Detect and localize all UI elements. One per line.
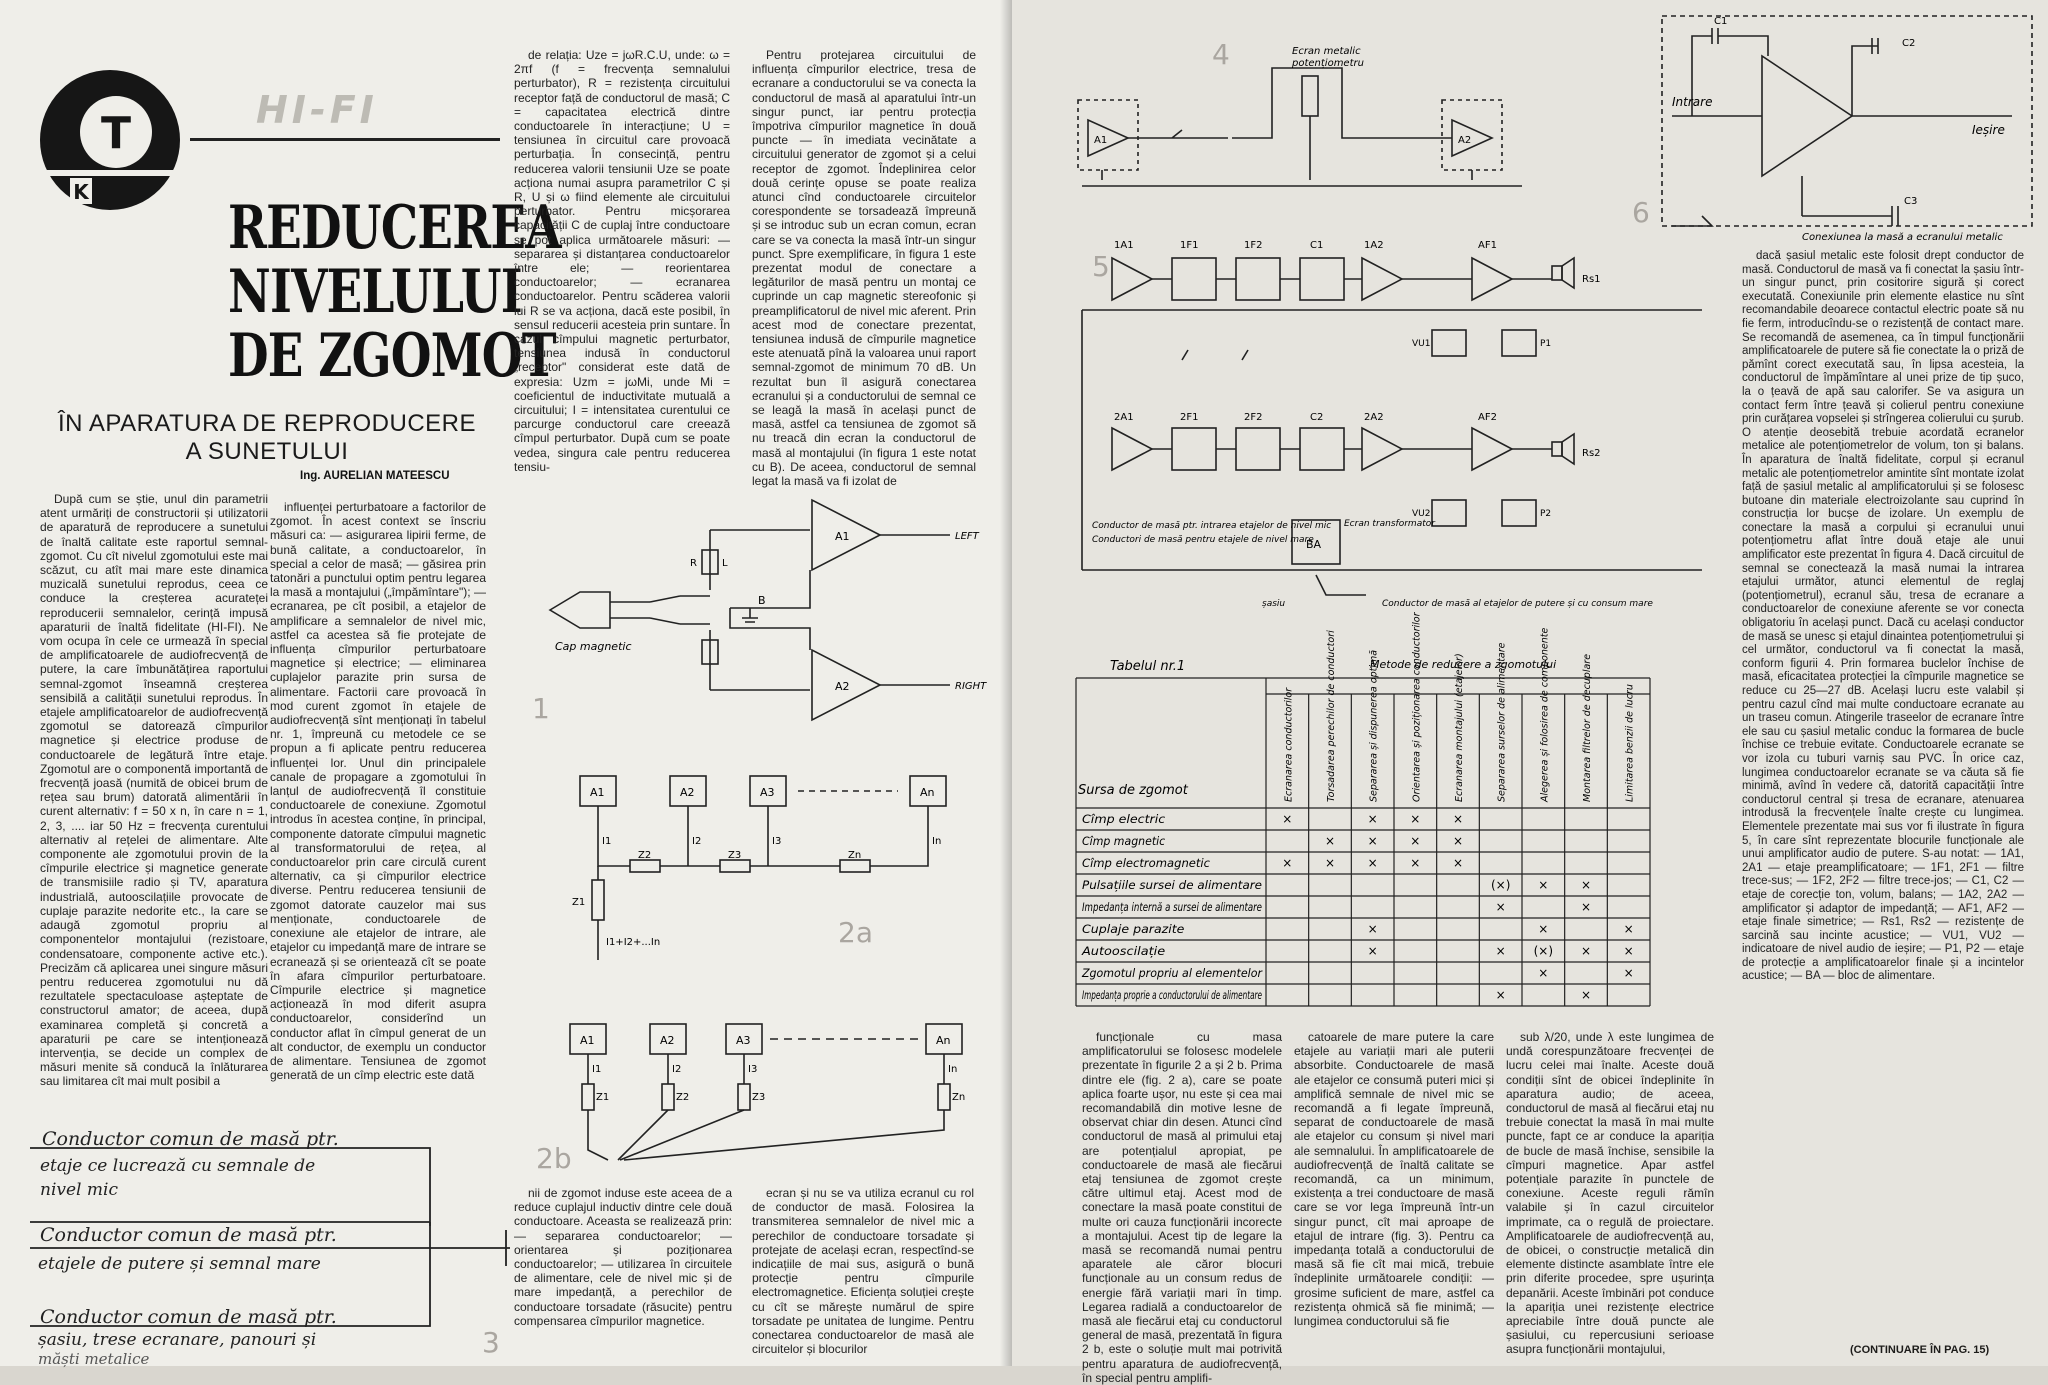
fig2a-i: I2 (692, 836, 702, 847)
table-mark: × (1623, 966, 1634, 980)
paragraph: După cum se știe, unul din parametrii atent urmăriți de constructorii și utilizatorii de aparatură de reproducere a sunetului de înaltă calitate este raportul semnal-zgomot. Cu cît nivelul zgomotului este mai scăzut, cu atît mai mare este dinamica muzicală sunetului reprodus, ceea ce conduce la creșterea acurateței reproducerii semnalelor, cerință impusă aparaturii de înaltă fidelitate (HI-FI). Ne vom ocupa în cele ce urmează în special de amplificatoarele de audiofrecvență de putere, la care îmbunătățirea raportului semnal-zgomot înseamnă creșterea sensibilă a calității sunetului reprodus. În etajele amplificatoarelor de audiofrecvență zgomotul se datorează cîmpurilor magnetice și electrice produse de conductoarele de legătură între etaje. Zgomotul are o componentă importantă de frecvență joasă (numită de obicei brum de rețea sau brum) datorată alimentării în curent alternativ: f = 50 x n, în care n = 1, 2, 3, .... iar 50 Hz = frecvența curentului alternativ al rețelei de alimentare. Alte componente ale zgomotului provin de la cîmpurile electrice și magnetice generate de transmisiile radio și TV, aparatura industrială, autooscilațiile provocate de cuplaje parazite nedorite etc., la care se adaugă zgomotul propriu al componentelor montajului (rezistoare, condensatoare, componente active etc.). Precizăm că aplicarea unei singure măsuri pentru reducerea zgomotului nu dă rezultatele spectaculoase așteptate de constructorul amator; de aceea, după examinarea completă și concretă a aparaturii pe care se intenționează intervenția, se decide un complex de măsuri menite să conducă la înlăturarea sau limitarea cît mai mult posibil a (40, 492, 268, 1089)
table-mark: × (1623, 944, 1634, 958)
fig2b-block: A2 (660, 1034, 675, 1047)
fig2b-block: A1 (580, 1034, 595, 1047)
table-mark: × (1538, 922, 1549, 936)
fig2b-i: In (948, 1064, 958, 1075)
fig3-note: etaje ce lucrează cu semnale de (40, 1156, 316, 1176)
fig4-a2: A2 (1458, 135, 1472, 146)
fig3-note: șasiu, trese ecranare, panouri și (38, 1330, 317, 1350)
paragraph: Pentru protejarea circuitului de influența cîmpurilor electrice, tresa de ecranare a conductorului se va conecta la conductorul de masă al aparatului într-un singur punct, iar pentru protecția împotriva cîmpurilor magnetice în două puncte — în imediata vecinătate a circuitului generator de zgomot și a celui receptor de zgomot. Îndeplinirea celor două cerințe opuse se poate realiza atunci cînd conductoarele circuitelor corespondente se torsadează împreună și se introduc sub un ecran comun, ecran care se va conecta la masă într-un singur punct. Spre exemplificare, în figura 1 este prezentat modul de conectare a legăturilor de masă pentru un montaj ce cuprinde un cap magnetic stereofonic și preamplificatorul de nivel mic aferent. Prin acest mod de conectare prezentat, tensiunea indusă de cîmpurile magnetice este atenuată pînă la valoarea unui raport semnal-zgomot de minimum 70 dB. Un rezultat bun îl asigură conectarea ecranului și a conductorului de semnal ce se leagă la masă în același punct de masă, astfel ca tensiunea de zgomot să nu treacă din ecran la conductorul de masă al montajului (în figura 1 este notat cu B). De aceea, conductorul de semnal legat la masă va fi izolat de (752, 48, 976, 489)
fig3-note: măști metalice (38, 1350, 150, 1368)
table-mark: × (1580, 988, 1592, 1002)
fig5-top: 1A1 (1114, 240, 1134, 251)
table-title: Tabelul nr.1 (1110, 659, 1186, 674)
fig6-intrare: Intrare (1672, 95, 1713, 109)
figure-6-diagram (1652, 6, 2042, 246)
table-mark: × (1452, 812, 1464, 826)
title-line: REDUCEREA (228, 193, 561, 263)
fig6-c1: C1 (1714, 16, 1728, 27)
figure-4-number: 4 (1212, 38, 1230, 71)
paragraph: funcționale cu masa amplificatorului se folosesc modelele prezentate în figurile 2 a și 2 b. Prima dintre ele (fig. 2 a), care se poate aplica foarte ușor, nu este și cea mai recomandabilă din motive lesne de observat chiar din desen. Atunci cînd conductorul de masă al primului etaj are potențialul apropiat, pe conductoarele de masă ale fiecărui etaj tensiunea de zgomot crește către ultimul etaj. Acest mod de conectare la masă poate constitui de multe ori cauza funcționării incorecte a montajului. Acest tip de legare la masă se recomandă numai pentru aparatele ale căror blocuri funcționale au un consum redus de energie fără variații mari în timp. Legarea radială a conductoarelor de masă ale fiecărui etaj cu conductorul general de masă, prezentată în figura 2 b, este o soluție mult mai potrivită pentru aparatura de audiofrecvență, în special pentru amplifi- (1082, 1030, 1282, 1385)
table-column-header: Limitarea benzii de lucru (1624, 684, 1636, 802)
continuation-note: (CONTINUARE ÎN PAG. 15) (1850, 1344, 1990, 1356)
fig5-p1: P1 (1540, 339, 1552, 349)
paragraph: catoarele de mare putere la care etajele au variații mari ale puterii absorbite. Conductoarele de masă ale etajelor ce consumă puteri mici și amplifică semnale de nivel mic se recomandă a fi legate împreună, separat de conductoarele de masă ale etajelor cu consum și nivel mari ale semnalului. În amplificatoarele de audiofrecvență de înaltă calitate se recomandă, ca un minimum, existența a trei conductoare de masă care se vor lega împreună într-un singur punct, cît mai aproape de etajul de intrare (fig. 3). Pentru ca impedanța totală a conductorului de masă să fie cît mai mică, trebuie îndeplinite următoarele condiții: — grosime suficient de mare, astfel ca rezistența ohmică să fie minimă; — lungimea conductorului să fie (1294, 1030, 1494, 1329)
paragraph: sub λ/20, unde λ este lungimea de undă corespunzătoare frecvenței de lucru celei mai înalte. Aceste două condiții sînt de obicei îndeplinite în aparatura audio; de aceea, conductorul de masă al fiecărui etaj nu trebuie conectat la masă în mai multe puncte, fapt ce ar conduce la apariția de bucle de masă închise, sensibile la cîmpuri magnetice. Apar astfel potențiale parazite în punctele de conexiune. Aceste reguli rămîn valabile și în cazul circuitelor imprimate, ca o regulă de proiectare. Amplificatoarele de audiofrecvență au, de obicei, o construcție metalică din elemente distincte asamblate între ele prin diferite procedee, spre ușurința depanării. Aceste îmbinări pot conduce la apariția unei rezistențe electrice apreciabile între două puncte ale șasiului, cu repercusiuni serioase asupra funcționării montajului, (1506, 1030, 1714, 1357)
text-column-2 (270, 500, 486, 1100)
table-column-header: Torsadarea perechilor de conductori (1326, 630, 1337, 802)
figure-2b-diagram (560, 1010, 990, 1180)
fig2a-z: Z1 (572, 897, 586, 908)
fig6-c3: C3 (1904, 196, 1918, 207)
figure-1-diagram (530, 490, 1000, 740)
table-mark: × (1367, 834, 1378, 848)
table-mark: × (1410, 812, 1421, 826)
table-mark: × (1580, 878, 1592, 892)
table-mark: × (1324, 834, 1336, 848)
table-column-header: Orientarea și poziționarea conductorilor (1411, 612, 1423, 802)
fig2b-block: A3 (736, 1034, 751, 1047)
table-mark: × (1623, 922, 1634, 936)
fig1-a2-label: A2 (835, 680, 850, 693)
fig5-vu1: VU1 (1412, 339, 1431, 349)
text-column-5 (514, 1186, 732, 1362)
fig1-left-label: LEFT (955, 531, 979, 542)
fig2b-block: An (936, 1034, 951, 1047)
fig1-a1-label: A1 (835, 530, 850, 543)
table-mark: × (1410, 856, 1421, 870)
fig2b-i: I1 (592, 1064, 602, 1075)
figure-2a-number: 2a (838, 916, 873, 949)
fig1-r-label: R (690, 558, 697, 569)
fig5-top: C1 (1310, 240, 1324, 251)
fig5-top: AF1 (1478, 240, 1497, 251)
fig3-note: etajele de putere și semnal mare (38, 1254, 321, 1274)
fig2a-z: Zn (848, 850, 862, 861)
table-mark: × (1367, 812, 1378, 826)
fig2a-i: I1 (602, 836, 612, 847)
fig2b-z: Z2 (676, 1092, 690, 1103)
figure-4-diagram (1072, 40, 1542, 190)
table-mark: × (1580, 944, 1592, 958)
figure-5-diagram (1062, 230, 1722, 630)
fig2a-i: I3 (772, 836, 782, 847)
table-group-header: Metode de reducere a zgomotului (1370, 658, 1557, 671)
table-mark: × (1282, 812, 1293, 826)
figure-3-number: 3 (482, 1326, 500, 1359)
table-column-header: Separarea și dispunerea optimă (1368, 649, 1380, 802)
table-row-label: Cîmp magnetic (1082, 834, 1166, 848)
text-column-1 (40, 492, 268, 1100)
fig1-b-label: B (758, 594, 766, 607)
table-mark: × (1452, 834, 1464, 848)
figure-5-number: 5 (1092, 250, 1110, 283)
text-column-4 (752, 48, 976, 489)
fig4-a1: A1 (1094, 135, 1108, 146)
fig3-note: nivel mic (40, 1180, 118, 1200)
fig2a-z: Z3 (728, 850, 742, 861)
fig3-note: Conductor comun de masă ptr. (42, 1128, 339, 1150)
fig5-bottom: 2F1 (1180, 412, 1199, 423)
title-line: DE ZGOMOT (228, 321, 556, 391)
header-arrow-line (190, 138, 500, 141)
table-mark: × (1367, 944, 1378, 958)
paragraph: nii de zgomot induse este aceea de a reduce cuplajul inductiv dintre cele două conductoare. Aceasta se realizează prin: — separarea conductoarelor; — orientarea și poziționarea conductoarelor; — utilizarea în circuitele de alimentare, cele de nivel mic și de mare impedanță, a perechilor de conductoare torsadate (răsucite) pentru compensarea cîmpurilor magnetice. (514, 1186, 732, 1328)
table-mark: × (1495, 988, 1506, 1002)
paragraph: dacă șasiul metalic este folosit drept conductor de masă. Conductorul de masă va fi conectat la șasiu într-un singur punct, prin cositorire sigură și corect executată. Conexiunile prin elemente elastice nu sînt recomandabile deoarece contactul electric poate să nu fie ferm, introducîndu-se o rezistență de contact mare. Se recomandă de asemenea, ca în timpul funcționării amplificatoarele de putere să fie conectate la o priză de pămînt corect executată sau, în lipsa acesteia, la conductorul de împămîntare al unei prize de tip șuco, la o țeavă de apă sau calorifer. Se va asigura un contact ferm între țeavă și colierul pentru conexiune prin curățarea vopselei și strîngerea colierului cu șurub. O atenție deosebită trebuie acordată ecranelor metalice ale potențiometrelor de volum, ton și balans. În aparatura de înaltă fidelitate, corpul și ecranul metalic ale potențiometrelor amintite sînt montate izolat față de șasiul metalic al amplificatorului și se folosesc butoane din materiale electroizolante sau cuprind în construcția lor bucșe de izolare. Un exemplu de conectare la masă a corpului și ecranului unui potențiometru aflat între două etaje ale unui amplificator este prezentat în figura 4. Dacă circuitul de semnal se conectează la masă numai la intrarea etajului următor, atunci elementul de reglaj (potențiometrul), ecranul său, tresa de ecranare a conductoarelor de conexiune aferente se vor conecta obligatoriu în același punct. Dacă cu același conductor de masă se unesc și etajul dinaintea potențiometrului și cel următor, conductorul va fi conectat la masă, conform figurii 4. Prin formarea buclelor închise de masă, eficacitatea protecției la cîmpurile magnetice se reduce cu 25—27 dB. Același lucru este valabil și pentru cazul cînd mai multe conductoare ecranate au un traseu comun. Atingerile traseelor de ecranare între ele sau cu șasiul metalic conduc la formarea de bucle închise ce trebuie evitate. Conductoarele ecranate se vor izola cu tuburi varniș sau PVC. În orice caz, lungimea conductoarelor ecranate se va căuta să fie minimă, avînd în vedere că, datorită capacității între conductorul central și tresa de ecranare, atenuarea introdusă la frecvențele înalte crește cu lungimea. Elementele prezentate mai sus vor fi ilustrate în figura 5, în care sînt reprezentate blocurile funcționale ale unui amplificator audio de putere. S-au notat: — 1A1, 2A1 — etaje preamplificatoare; — 1F1, 2F1 — filtre trece-sus; — 1F2, 2F2 — filtre trece-jos; — C1, C2 — etaje de corecție ton, volum, balans; — 1A2, 2A2 — amplificator și adaptor de impedanță; — AF1, AF2 — etaje finale simetrice; — Rs1, Rs2 — rezistențe de sarcină sau incinte acustice; — VU1, VU2 — indicatoare de nivel audio de ieșire; — P1, P2 — etaje de protecție a amplificatoarelor finale și a incintelor acustice; — BA — bloc de alimentare. (1742, 250, 2024, 983)
fig5-top: 1A2 (1364, 240, 1384, 251)
section-label: HI-FI (256, 88, 378, 132)
table-row-label: Impedanța proprie a conductorului de alimentare (1082, 988, 1262, 1002)
table-mark: × (1324, 856, 1336, 870)
fig5-bottom: 2A2 (1364, 412, 1384, 423)
fig6-c2: C2 (1902, 38, 1916, 49)
fig5-note-large: Conductori de masă pentru etajele de nivel mare (1092, 535, 1314, 545)
fig2a-z: Z2 (638, 850, 652, 861)
fig5-bottom: 2F2 (1244, 412, 1263, 423)
table-column-header: Ecranarea montajului (etajelor) (1454, 653, 1465, 802)
subtitle-line: A SUNETULUI (185, 438, 349, 465)
fig5-bottom: AF2 (1478, 412, 1497, 423)
text-column-3 (514, 48, 730, 476)
table-row-label: Impedanța internă a sursei de alimentare (1082, 900, 1262, 914)
fig2b-z: Z1 (596, 1092, 610, 1103)
table-mark: × (1495, 944, 1506, 958)
fig5-vu2: VU2 (1412, 509, 1431, 519)
fig5-ba: BA (1306, 538, 1322, 551)
text-column-9 (1506, 1030, 1714, 1357)
fig3-note: Conductor comun de masă ptr. (40, 1224, 337, 1246)
fig6-iesire: Ieșire (1972, 123, 2005, 137)
table-mark: × (1282, 856, 1293, 870)
text-column-7 (1082, 1030, 1282, 1385)
table-mark: (×) (1533, 944, 1554, 958)
fig2a-block: A2 (680, 786, 695, 799)
text-column-10 (1742, 250, 2024, 1340)
subtitle-line: ÎN APARATURA DE REPRODUCERE (57, 410, 477, 437)
article-title (228, 193, 561, 391)
fig2b-z: Z3 (752, 1092, 766, 1103)
fig2a-block: A1 (590, 786, 605, 799)
table-mark: × (1452, 856, 1464, 870)
fig2a-sum: I1+I2+...In (606, 937, 661, 948)
article-subtitle (52, 410, 482, 466)
table-row-label: Autooscilație (1080, 944, 1166, 958)
table-mark: (×) (1490, 878, 1511, 892)
table-mark: × (1410, 834, 1421, 848)
table-mark: × (1495, 900, 1506, 914)
fig5-rs1: Rs1 (1582, 274, 1601, 285)
figure-2a-diagram (570, 770, 990, 970)
fig2a-block: A3 (760, 786, 775, 799)
fig1-right-label: RIGHT (955, 681, 987, 692)
table-mark: × (1580, 900, 1592, 914)
table-row-label: Cîmp electromagnetic (1082, 856, 1211, 870)
fig3-note: Conductor comun de masă ptr. (40, 1306, 337, 1328)
fig5-rs2: Rs2 (1582, 448, 1601, 459)
table-column-header: Montarea filtrelor de decuplare (1582, 653, 1593, 802)
author-byline: Ing. AURELIAN MATEESCU (300, 470, 450, 482)
logo-letter-k: K (73, 180, 89, 204)
figure-6-number: 6 (1632, 196, 1650, 229)
paragraph: ecran și nu se va utiliza ecranul cu rol de conductor de masă. Folosirea la transmiterea semnalelor de nivel mic a perechilor de conductoare torsadate și protejate de același ecran, respectînd-se indicațiile de mai sus, asigură o bună protecție pentru cîmpurile electromagnetice. Eficiența soluției crește cu cît se mărește numărul de spire torsadate pe unitatea de lungime. Pentru conectarea conductoarelor de masă ale circuitelor și blocurilor (752, 1186, 974, 1357)
table-row-label: Pulsațiile sursei de alimentare (1082, 878, 1262, 892)
tehnium-logo-icon (30, 60, 190, 220)
figure-2b-number: 2b (536, 1142, 572, 1175)
table-mark: × (1367, 856, 1378, 870)
figure-1-number: 1 (532, 692, 550, 725)
fig2b-z: Zn (952, 1092, 966, 1103)
fig5-bottom: C2 (1310, 412, 1324, 423)
table-mark: × (1367, 922, 1378, 936)
fig2b-i: I3 (748, 1064, 758, 1075)
fig5-p2: P2 (1540, 509, 1552, 519)
right-page (1012, 0, 2048, 1385)
table-column-header: Separarea surselor de alimentare (1496, 642, 1508, 802)
fig5-top: 1F2 (1244, 240, 1263, 251)
fig6-note: Conexiunea la masă a ecranului metalic (1802, 232, 2003, 243)
table-column-header: Alegerea și folosirea de componente (1539, 627, 1551, 802)
fig5-note-small: Conductor de masă ptr. intrarea etajelor de nivel mic (1092, 521, 1332, 531)
table-mark: × (1538, 966, 1549, 980)
fig1-l-label: L (722, 558, 728, 569)
paragraph: de relația: Uze = jωR.C.U, unde: ω = 2πf (f = frecvența semnalului perturbator), R = rezistența circuitului receptor față de conductorul de masă; C = capacitatea electrică dintre conductoarele în interacțiune; U = tensiunea în circuitul care provoacă perturbația. În consecință, pentru reducerea valorii tensiunii Uze se poate acționa numai asupra parametrilor C și R, U și ω fiind elemente ale circuitului perturbator. Pentru micșorarea capacității C de cuplaj între conductoare se pot aplica următoarele măsuri: — separarea și distanțarea conductoarelor între ele; — reorientarea conductoarelor; — ecranarea conductoarelor. Pentru scăderea valorii lui R se va acționa, dacă este posibil, în sensul reducerii acesteia prin suntare. În cazul cîmpului magnetic perturbator, tensiunea indusă în conductorul „receptor" considerat este dată de expresia: Uzm = jωMi, unde Mi = coeficientul de inductivitate mutuală a circuitului; I = intensitatea curentului ce parcurge conductorul care creează cîmpul perturbator. După cum se poate vedea, singura cale pentru reducerea tensiu- (514, 48, 730, 474)
fig2a-block: An (920, 786, 935, 799)
fig2a-i: In (932, 836, 942, 847)
fig2b-i: I2 (672, 1064, 682, 1075)
fig5-ecran-trafo: Ecran transformator (1344, 519, 1435, 529)
fig4-pot: potențiometru (1292, 58, 1364, 69)
logo-letter-t: T (100, 108, 132, 159)
cap-magnetic-label: Cap magnetic (555, 640, 632, 653)
table-mark: × (1538, 878, 1549, 892)
noise-table (1070, 612, 1650, 1006)
table-row-label: Cuplaje parazite (1082, 922, 1185, 936)
table-row-label: Zgomotul propriu al elementelor (1081, 966, 1264, 980)
fig4-ecran: Ecran metalic (1292, 46, 1361, 57)
text-column-6 (752, 1186, 974, 1362)
text-column-8 (1294, 1030, 1494, 1360)
noise-table-grid (1070, 612, 1660, 1016)
fig5-sasiu: șasiu (1262, 599, 1286, 609)
fig5-note-power: Conductor de masă al etajelor de putere și cu consum mare (1382, 599, 1653, 609)
table-row-label: Cîmp electric (1082, 812, 1166, 826)
fig5-top: 1F1 (1180, 240, 1199, 251)
table-row-header: Sursa de zgomot (1078, 783, 1188, 798)
table-column-header: Ecranarea conductorilor (1283, 687, 1295, 802)
left-page (0, 0, 1012, 1366)
title-line: NIVELULUI (228, 257, 522, 327)
paragraph: influenței perturbatoare a factorilor de zgomot. În acest context se înscriu măsuri ca: — asigurarea lipirii ferme, de bună calitate, a conductoarelor, în special a celor de masă; — găsirea prin tatonări a punctului optim pentru legarea la masă a montajului („împămîntare"); — ecranarea, pe cît posibil, a etajelor de amplificare a semnalelor de nivel mic, astfel ca acestea să fie protejate de influența cîmpurilor perturbatoare magnetice și electrice; — eliminarea cuplajelor parazite prin sursa de alimentare. Factorii care provoacă în mod curent zgomot în etajele de audiofrecvență sînt menționați în tabelul nr. 1, împreună cu metodele ce se propun a fi aplicate pentru reducerea influenței lor. Unul din principalele canale de propagare a zgomotului în lanțul de audiofrecvență îl constituie conductoarele de conexiune. Zgomotul introdus în acestea conține, în principal, componente datorate cîmpului magnetic al transformatorului de rețea, al conductoarelor prin care circulă curent alternativ, ca și cîmpurilor electrice diverse. Pentru reducerea tensiunii de zgomot datorate cauzelor mai sus menționate, conductoarele de conexiune ale etajelor de intrare, ale etajelor cu impedanță mare de intrare se ecranează și se orientează cît se poate în afara cîmpurilor perturbatoare. Cîmpurile electrice și magnetice acționează în mod diferit asupra conductoarelor, considerînd un conductor aflat în cîmpul generat de un alt conductor, de exemplu un conductor de alimentare. Tensiunea de zgomot generată de un cîmp electric este dată (270, 500, 486, 1083)
fig5-bottom: 2A1 (1114, 412, 1134, 423)
